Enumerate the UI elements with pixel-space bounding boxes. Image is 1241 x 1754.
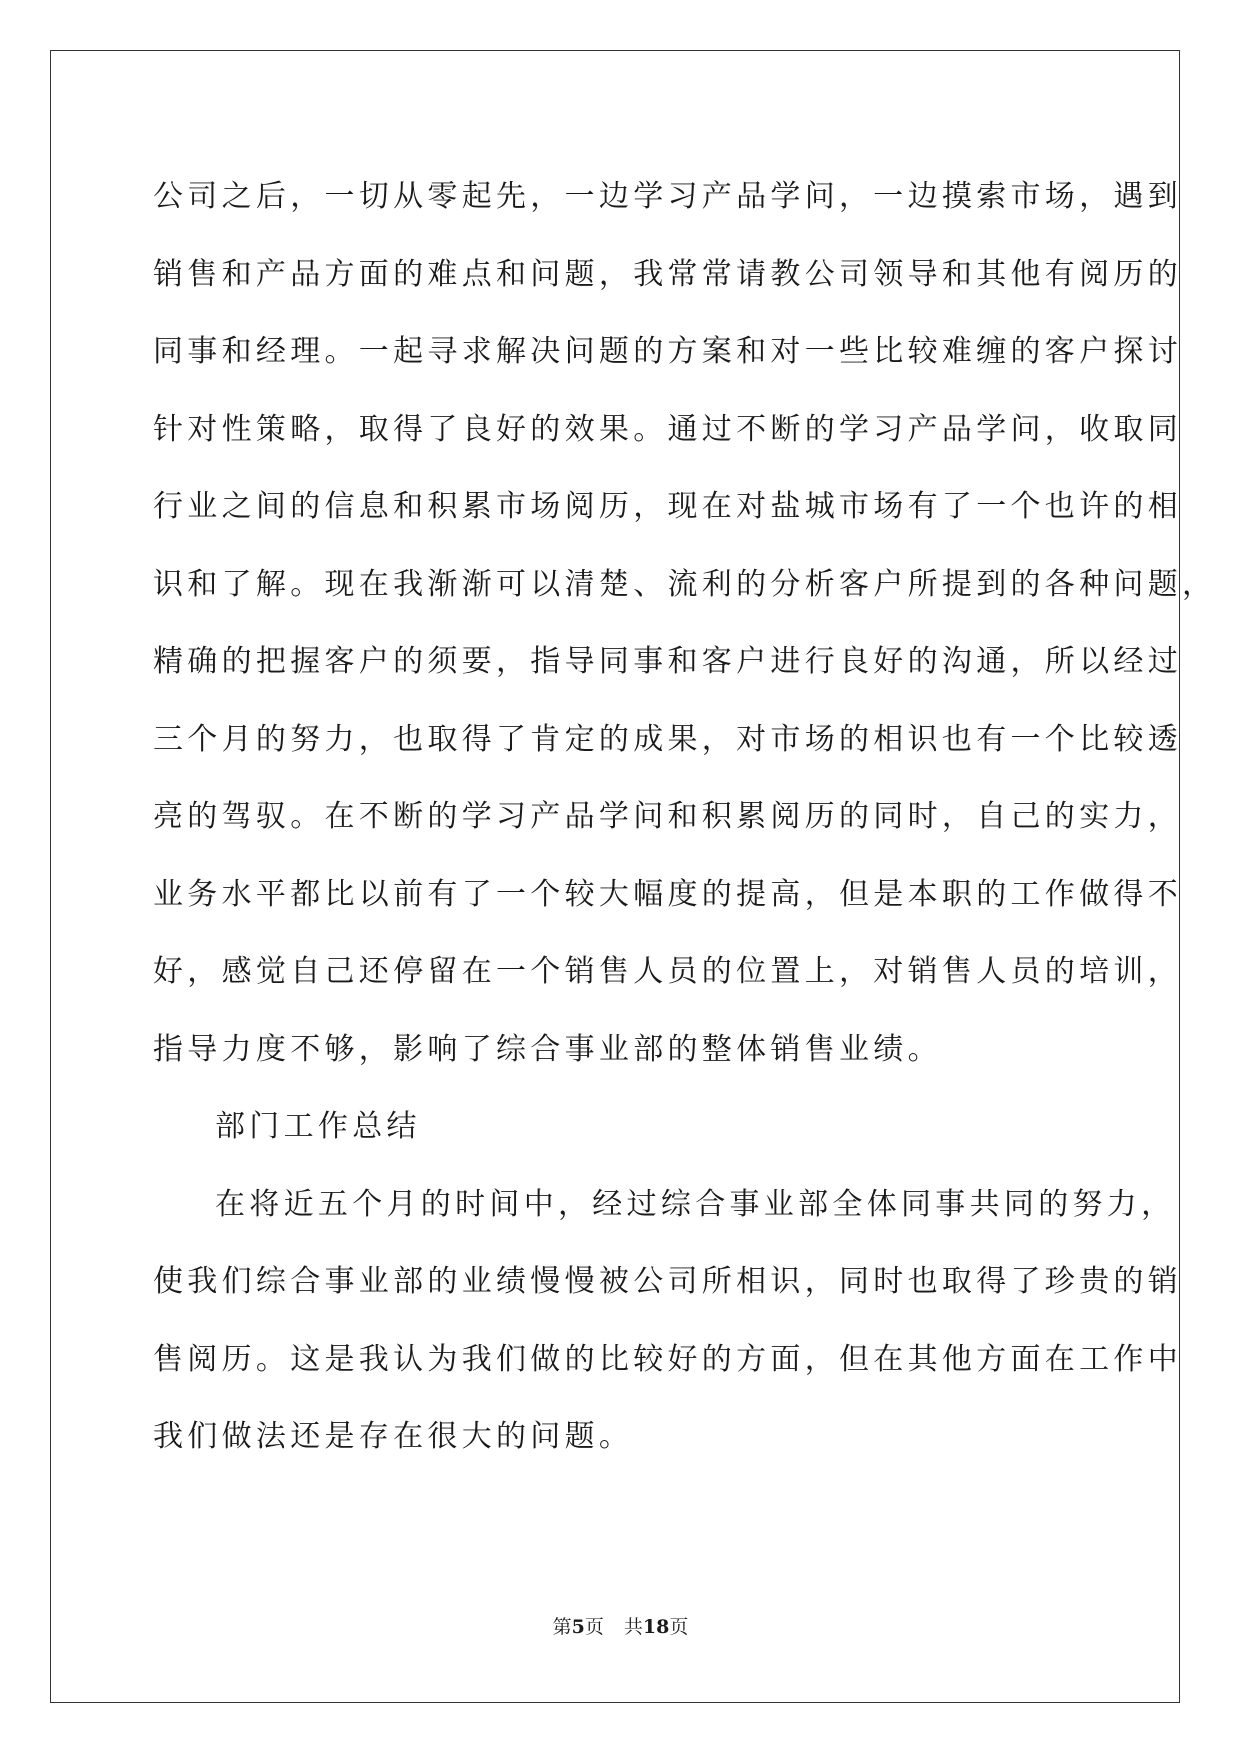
document-body	[153, 158, 1217, 1476]
text-line: 业务水平都比以前有了一个较大幅度的提高，但是本职的工作做得不	[153, 876, 1182, 912]
total-prefix: 共	[623, 1616, 643, 1638]
text-line: 在将近五个月的时间中，经过综合事业部全体同事共同的努力，	[215, 1186, 1176, 1222]
text-line: 售阅历。这是我认为我们做的比较好的方面，但在其他方面在工作中	[153, 1341, 1182, 1377]
text-line: 使我们综合事业部的业绩慢慢被公司所相识，同时也取得了珍贵的销	[153, 1264, 1182, 1299]
text-line: 针对性策略，取得了良好的效果。通过不断的学习产品学问，收取同	[153, 411, 1182, 447]
text-line: 三个月的努力，也取得了肯定的成果，对市场的相识也有一个比较透	[153, 721, 1182, 757]
text-line: 行业之间的信息和积累市场阅历，现在对盐城市场有了一个也许的相	[153, 489, 1182, 524]
page-number: 5	[571, 1616, 585, 1638]
text-line: 我们做法还是存在很大的问题。	[153, 1419, 634, 1454]
text-line: 亮的驾驭。在不断的学习产品学问和积累阅历的同时，自己的实力，	[153, 799, 1182, 834]
text-line: 识和了解。现在我渐渐可以清楚、流利的分析客户所提到的各种问题，	[153, 566, 1217, 602]
total-pages: 18	[642, 1616, 670, 1638]
text-line: 精确的把握客户的须要，指导同事和客户进行良好的沟通，所以经过	[153, 644, 1182, 679]
text-line: 好，感觉自己还停留在一个销售人员的位置上，对销售人员的培训，	[153, 954, 1182, 989]
total-suffix: 页	[669, 1616, 689, 1638]
section-heading: 部门工作总结	[215, 1109, 421, 1144]
text-line: 公司之后，一切从零起先，一边学习产品学问，一边摸索市场，遇到	[153, 179, 1182, 214]
page-footer	[0, 1612, 1241, 1639]
text-line: 指导力度不够，影响了综合事业部的整体销售业绩。	[153, 1031, 942, 1067]
text-line: 销售和产品方面的难点和问题，我常常请教公司领导和其他有阅历的	[153, 256, 1182, 292]
page-suffix: 页	[584, 1616, 604, 1638]
page-prefix: 第	[552, 1616, 572, 1638]
text-line: 同事和经理。一起寻求解决问题的方案和对一些比较难缠的客户探讨	[153, 334, 1182, 369]
